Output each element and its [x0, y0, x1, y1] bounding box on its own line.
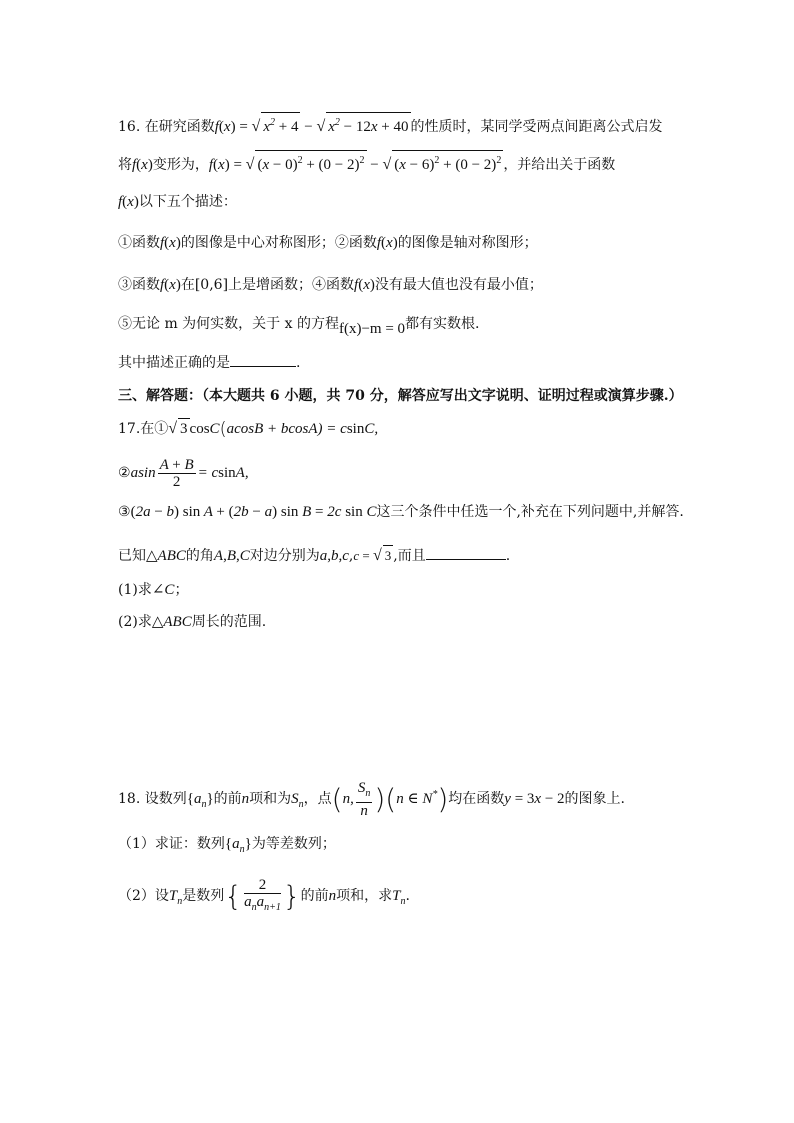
q17-p2-a: (2)求 — [118, 614, 152, 630]
q16-item3-b: 在[0,6]上是增函数；④函数 — [180, 277, 355, 293]
q16-item1-a: ①函数 — [118, 235, 160, 251]
q18-p2-e: . — [405, 888, 410, 904]
q16-item1-b: 的图像是中心对称图形；②函数 — [180, 235, 377, 251]
q17-condition1 — [118, 418, 378, 440]
q17-condition3 — [118, 502, 684, 522]
q18-text-b: 的前 — [213, 791, 242, 807]
q17-c3-a: ③ — [118, 504, 131, 520]
q17-triangle-abc-2: △ABC — [151, 614, 192, 630]
q16-item5-equation: f(x)−m = 0 — [338, 321, 406, 337]
q18-function: y = 3x − 2 — [504, 791, 565, 807]
q16-number: 16 — [118, 119, 136, 135]
q17-answer-blank[interactable] — [426, 545, 506, 560]
q16-item1 — [118, 233, 538, 253]
q17-condition2-formula: asin $\frac{A + B}{2}$ = csinA, — [130, 457, 249, 491]
q17-c3-text: 这三个条件中任选一个,补充在下列问题中,并解答. — [376, 504, 684, 520]
q18-p2-a: （2）设 — [118, 888, 169, 904]
q17-given-a: 已知 — [118, 548, 146, 564]
q17-sides: a,b,c — [319, 548, 349, 564]
q16-item5-a: ⑤无论 m 为何实数，关于 x 的方程 — [118, 316, 339, 332]
q16-item1-c: 的图像是轴对称图形； — [397, 235, 538, 251]
q18-part1 — [118, 834, 336, 860]
q18-p2-c: 的前 — [300, 888, 329, 904]
q17-c2-a: ② — [118, 465, 131, 481]
q16-intro-a: . 在研究函数 — [135, 119, 215, 135]
q18-sequence-an: $\{a_n\}$ — [186, 791, 214, 810]
q16-line2-a: 将 — [118, 157, 132, 173]
q16-line2 — [118, 150, 615, 175]
q16-item3 — [118, 275, 543, 295]
q17-given-d: , — [348, 548, 354, 564]
q16-line2-b: 变形为， — [152, 157, 209, 173]
q16-line1 — [118, 112, 663, 137]
q16-ask-text: 其中描述正确的是 — [118, 355, 230, 371]
q17-angle-c: ∠C — [151, 582, 175, 598]
q18-text-e: 均在函数 — [448, 791, 505, 807]
q17-part1 — [118, 580, 188, 600]
q16-line3-text: 以下五个描述： — [138, 194, 237, 210]
q16-fx-2: f(x) — [118, 194, 139, 210]
q17-condition3-formula: (2a − b) sin A + (2b − a) sin B = 2c sin C — [130, 504, 377, 520]
q16-distance-form: f(x) = √ $(x - 0)^2 + (0 - 2)^2$ − √ $(x - 6)^2 + (0 - 2)^2$ — [209, 157, 503, 173]
q17-condition2 — [118, 456, 249, 490]
q17-given-b: 的角 — [185, 548, 214, 564]
q16-item5 — [118, 314, 480, 337]
q16-item3-a: ③函数 — [118, 277, 160, 293]
q17-given-c: 对边分别为 — [249, 548, 320, 564]
q17-triangle-abc: △ABC — [146, 548, 186, 564]
q18-text-c: 项和为 — [249, 791, 292, 807]
q18-number: 18 — [118, 791, 136, 807]
q16-fx-4: f(x) — [376, 235, 398, 251]
q18-p2-d: 项和，求 — [336, 888, 393, 904]
q16-fx-3: f(x) — [160, 235, 181, 251]
q18-p1-b: 为等差数列； — [251, 836, 336, 852]
q17-c-value: c = √ 3 — [353, 547, 392, 564]
q17-given-e: ,而且 — [393, 548, 426, 564]
q16-intro-b: 的性质时，某同学受两点间距离公式启发 — [410, 119, 663, 135]
q16-line2-c: ，并给出关于函数 — [503, 157, 616, 173]
q16-item3-c: 没有最大值也没有最小值； — [374, 277, 543, 293]
q17-given — [118, 545, 510, 566]
q16-answer-blank[interactable] — [230, 352, 296, 367]
q17-p1-b: ； — [174, 582, 189, 598]
q18-n-1: n — [241, 791, 250, 807]
q16-function-definition: f(x) = √ $x^2 + 4$ − √ $x^2 - 12x + 40$ — [215, 119, 411, 135]
q17-given-end: . — [505, 548, 511, 564]
q17-number: 17. — [118, 421, 141, 437]
q18-text-d: ，点 — [303, 791, 332, 807]
q17-p2-b: 周长的范围. — [191, 614, 267, 630]
q18-tn: $T_n$ — [168, 888, 183, 907]
q18-fraction-sequence: { $\frac{2}{a_na_{n+1}}$ } — [224, 877, 301, 914]
q17-condition1-formula: √ 3 cosC(acosB + bcosA) = csinC, — [168, 418, 379, 440]
q16-fx-1: f(x) — [132, 157, 153, 173]
q18-sn: $S_n$ — [291, 791, 304, 810]
q16-ask-end: . — [296, 355, 301, 371]
q18-text-f: 的图象上. — [564, 791, 625, 807]
section-heading: 三、解答题：（本大题共 6 小题，共 70 分，解答应写出文字说明、证明过程或演算步骤.） — [118, 388, 683, 404]
q18-statement — [118, 773, 625, 827]
q17-part2 — [118, 612, 266, 632]
q18-n-2: n — [328, 888, 337, 904]
q17-p1-a: (1)求 — [118, 582, 152, 598]
q18-point: (n, $\frac{S_n}{n}$ )(n ∈ N*) — [331, 780, 449, 820]
q16-item5-b: 都有实数根. — [405, 316, 480, 332]
q17-angles: A,B,C — [213, 548, 250, 564]
q17-c1-a: 在① — [140, 421, 169, 437]
q16-ask — [118, 352, 300, 373]
q18-p2-b: 是数列 — [182, 888, 225, 904]
q18-p1-a: （1）求证：数列 — [118, 836, 225, 852]
q18-tn-2: $T_n$ — [392, 888, 406, 907]
q18-part2 — [118, 874, 410, 924]
q18-text-a: . 设数列 — [135, 791, 187, 807]
q16-fx-5: f(x) — [160, 277, 181, 293]
q16-fx-6: f(x) — [354, 277, 375, 293]
q16-line3 — [118, 192, 237, 212]
q18-sequence-an-2: $\{a_n\}$ — [224, 836, 252, 855]
